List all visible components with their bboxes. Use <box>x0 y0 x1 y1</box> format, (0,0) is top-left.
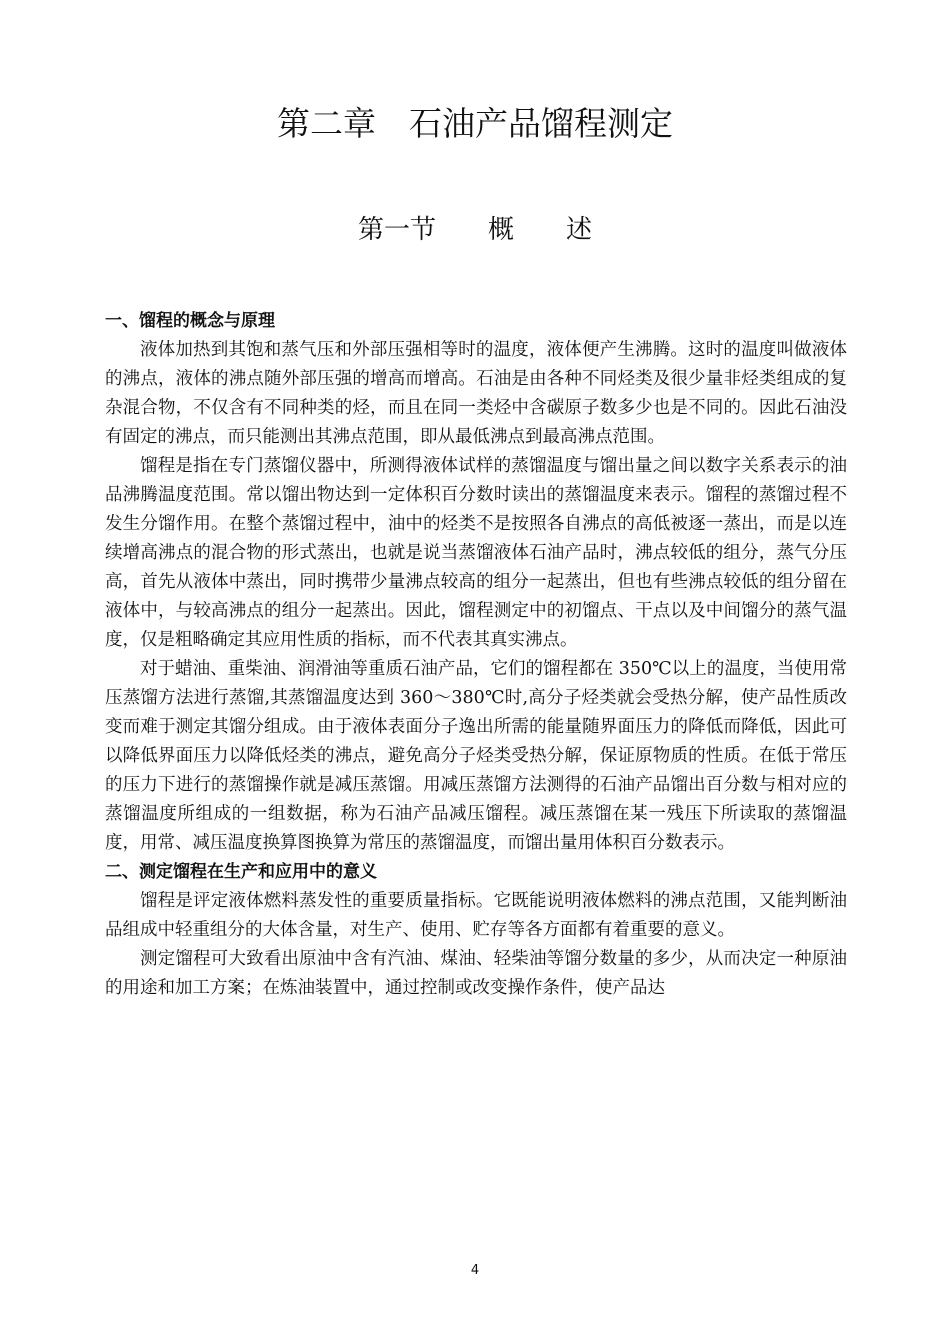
paragraph: 对于蜡油、重柴油、润滑油等重质石油产品，它们的馏程都在 350℃以上的温度，当使用常压蒸馏方法进行蒸馏,其蒸馏温度达到 360～380℃时,高分子烃类就会受热分解，使产品性质改变而难于测定其馏分组成。由于液体表面分子逸出所需的能量随界面压力的降低而降低，因此可以降低界面压力以降低烃类的沸点，避免高分子烃类受热分解，保证原物质的性质。在低于常压的压力下进行的蒸馏操作就是减压蒸馏。用减压蒸馏方法测得的石油产品馏出百分数与相对应的蒸馏温度所组成的一组数据，称为石油产品减压馏程。减压蒸馏在某一残压下所读取的蒸馏温度，用常、减压温度换算图换算为常压的蒸馏温度，而馏出量用体积百分数表示。 <box>105 659 847 853</box>
section-significance <box>105 858 847 1003</box>
section-heading: 二、测定馏程在生产和应用中的意义 <box>105 862 377 882</box>
chapter-title: 第二章 石油产品馏程测定 <box>277 104 673 143</box>
page-number: 4 <box>470 1263 480 1278</box>
paragraph: 测定馏程可大致看出原油中含有汽油、煤油、轻柴油等馏分数量的多少，从而决定一种原油的用途和加工方案；在炼油装置中，通过控制或改变操作条件，使产品达 <box>105 949 847 998</box>
paragraph: 馏程是评定液体燃料蒸发性的重要质量指标。它既能说明液体燃料的沸点范围，又能判断油品组成中轻重组分的大体含量，对生产、使用、贮存等各方面都有着重要的意义。 <box>105 891 847 940</box>
section-heading: 一、馏程的概念与原理 <box>105 311 275 331</box>
section-title: 第一节 概 述 <box>357 215 592 245</box>
document-body <box>105 307 847 1003</box>
paragraph: 液体加热到其饱和蒸气压和外部压强相等时的温度，液体便产生沸腾。这时的温度叫做液体的沸点，液体的沸点随外部压强的增高而增高。石油是由各种不同烃类及很少量非烃类组成的复杂混合物，不仅含有不同种类的烃，而且在同一类烃中含碳原子数多少也是不同的。因此石油没有固定的沸点，而只能测出其沸点范围，即从最低沸点到最高沸点范围。 <box>105 340 847 447</box>
paragraph: 馏程是指在专门蒸馏仪器中，所测得液体试样的蒸馏温度与馏出量之间以数字关系表示的油品沸腾温度范围。常以馏出物达到一定体积百分数时读出的蒸馏温度来表示。馏程的蒸馏过程不发生分馏作用。在整个蒸馏过程中，油中的烃类不是按照各自沸点的高低被逐一蒸出，而是以连续增高沸点的混合物的形式蒸出，也就是说当蒸馏液体石油产品时，沸点较低的组分，蒸气分压高，首先从液体中蒸出，同时携带少量沸点较高的组分一起蒸出，但也有些沸点较低的组分留在液体中，与较高沸点的组分一起蒸出。因此，馏程测定中的初馏点、干点以及中间馏分的蒸气温度，仅是粗略确定其应用性质的指标，而不代表其真实沸点。 <box>105 456 847 650</box>
section-concept <box>105 307 847 858</box>
